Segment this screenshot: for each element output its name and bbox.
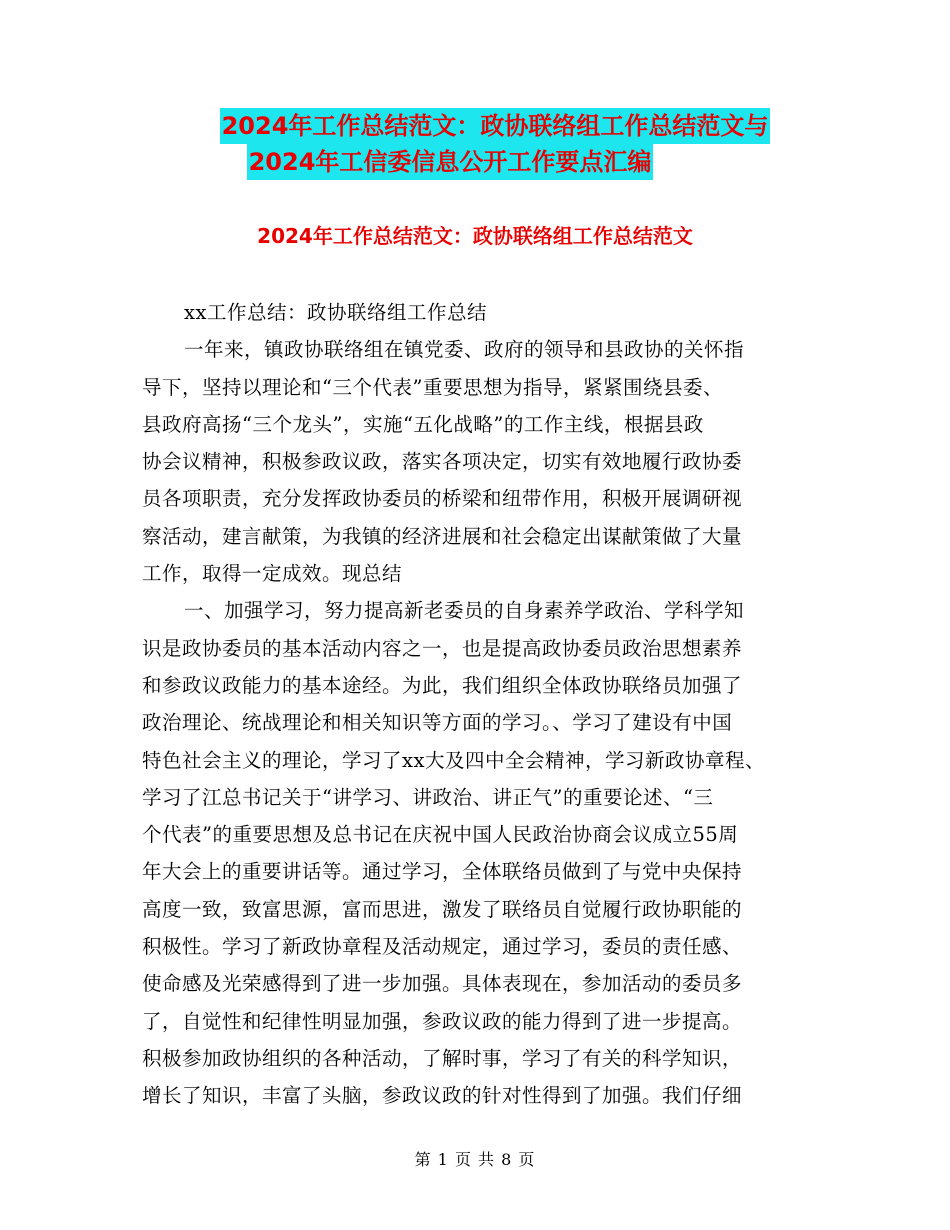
paragraph-line: 县政府高扬“三个龙头”，实施“五化战略”的工作主线，根据县政 xyxy=(142,412,704,436)
section-heading: 2024年工作总结范文：政协联络组工作总结范文 xyxy=(257,224,693,248)
document-title xyxy=(0,108,950,180)
paragraph-line: 协会议精神，积极参政议政，落实各项决定，切实有效地履行政协委 xyxy=(142,450,743,474)
paragraph-line: 了，自觉性和纪律性明显加强，参政议政的能力得到了进一步提高。 xyxy=(142,1009,743,1033)
paragraph-line: 年大会上的重要讲话等。通过学习，全体联络员做到了与党中央保持 xyxy=(142,860,743,884)
paragraph-line: 一年来，镇政协联络组在镇党委、政府的领导和县政协的关怀指 xyxy=(184,338,745,362)
paragraph-line: 一、加强学习，努力提高新老委员的自身素养学政治、学科学知 xyxy=(184,599,745,623)
paragraph-line: 察活动，建言献策，为我镇的经济进展和社会稳定出谋献策做了大量 xyxy=(142,524,743,548)
paragraph-line: 积极性。学习了新政协章程及活动规定，通过学习，委员的责任感、 xyxy=(142,935,743,959)
paragraph-line: 增长了知识，丰富了头脑，参政议政的针对性得到了加强。我们仔细 xyxy=(142,1084,743,1108)
paragraph-line: 工作，取得一定成效。现总结 xyxy=(142,562,403,586)
paragraph-line: 识是政协委员的基本活动内容之一，也是提高政协委员政治思想素养 xyxy=(142,636,743,660)
paragraph-line: 学习了江总书记关于“讲学习、讲政治、讲正气”的重要论述、“三 xyxy=(142,785,714,809)
paragraph-line: 导下，坚持以理论和“三个代表”重要思想为指导，紧紧围绕县委、 xyxy=(142,375,723,399)
page-footer: 第 1 页 共 8 页 xyxy=(414,1150,536,1169)
subtitle-line: xx工作总结：政协联络组工作总结 xyxy=(184,301,487,324)
paragraph-line: 和参政议政能力的基本途经。为此，我们组织全体政协联络员加强了 xyxy=(142,673,743,697)
paragraph-line: 积极参加政协组织的各种活动，了解时事，学习了有关的科学知识， xyxy=(142,1046,743,1070)
title-line-2: 2024年工信委信息公开工作要点汇编 xyxy=(247,144,654,180)
paragraph-line: 个代表”的重要思想及总书记在庆祝中国人民政治协商会议成立55周 xyxy=(142,823,739,847)
paragraph-line: 高度一致，致富思源，富而思进，激发了联络员自觉履行政协职能的 xyxy=(142,897,743,921)
paragraph-line: 特色社会主义的理论，学习了xx大及四中全会精神，学习新政协章程、 xyxy=(142,748,765,772)
paragraph-line: 使命感及光荣感得到了进一步加强。具体表现在，参加活动的委员多 xyxy=(142,972,743,996)
paragraph-line: 政治理论、统战理论和相关知识等方面的学习。、学习了建设有中国 xyxy=(142,711,733,735)
body-text xyxy=(142,294,862,1115)
title-line-1: 2024年工作总结范文：政协联络组工作总结范文与 xyxy=(220,108,771,144)
paragraph-line: 员各项职责，充分发挥政协委员的桥梁和纽带作用，积极开展调研视 xyxy=(142,487,743,511)
